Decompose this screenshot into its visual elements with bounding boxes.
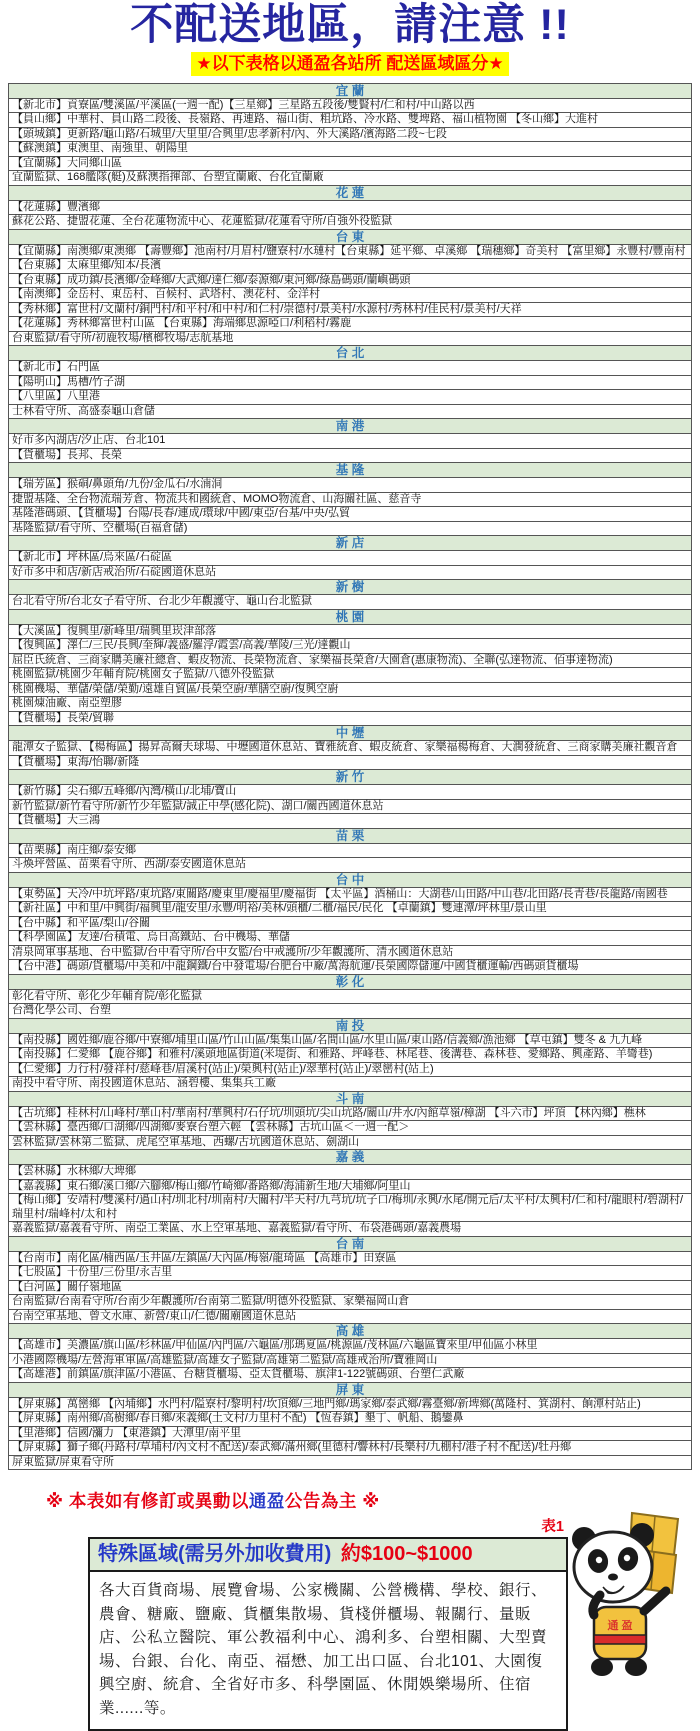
region-row: 好市多中和店/新店戒治所/石碇國道休息站 [9, 565, 692, 580]
region-row: 雲林監獄/雲林第二監獄、虎尾空軍基地、西螺/古坑國道休息站、劍湖山 [9, 1135, 692, 1150]
region-row: 【秀林鄉】富世村/文蘭村/銅門村/和平村/和中村/和仁村/崇德村/景美村/水源村/秀林村/佳民村/景美村/天祥 [9, 302, 692, 317]
region-row: 宜蘭監獄、168艦隊(艇)及蘇澳指揮部、台塑宜蘭廠、台化宜蘭廠 [9, 171, 692, 186]
section-header: 台 南 [9, 1236, 692, 1251]
region-row: 台南空軍基地、曾文水庫、新營/東山/仁德/關廟國道休息站 [9, 1309, 692, 1324]
region-row: 桃園機場、華儲/榮儲/榮勤/遠雄自貿區/長榮空廚/華膳空廚/復興空廚 [9, 682, 692, 697]
region-row: 【宜蘭縣】大同鄉山區 [9, 156, 692, 171]
region-row: 【白河區】關仔嶺地區 [9, 1280, 692, 1295]
section-header: 桃 園 [9, 609, 692, 624]
section-header: 高 雄 [9, 1324, 692, 1339]
region-row: 【南投縣】國姓鄉/鹿谷鄉/中寮鄉/埔里山區/竹山山區/集集山區/名間山區/水里山區/東山路/信義鄉/漁池鄉 【草屯鎮】雙冬 & 九九峰 [9, 1033, 692, 1048]
region-row: 【蘇澳鎮】東澳里、南強里、朝陽里 [9, 142, 692, 157]
region-row: 斗煥坪營區、苗栗看守所、西湖/泰安國道休息站 [9, 858, 692, 873]
table1-label: 表1 [541, 1519, 564, 1536]
region-row: 【復興區】澤仁/三民/長興/奎輝/義盛/羅浮/霞雲/高義/華陵/三光/達觀山 [9, 639, 692, 654]
region-row: 【貨櫃場】長邦、長榮 [9, 448, 692, 463]
region-row: 【東勢區】天冷/中坑坪路/東坑路/東關路/慶東里/慶福里/慶福街 【太平區】酒桶山：大湖巷/山田路/中山巷/北田路/長青巷/長龍路/南國巷 [9, 887, 692, 902]
region-row: 【仁愛鄉】力行村/發祥村/慈峰巷/眉溪村(站止)/榮興村(站止)/翠華村(站止)/翠巒村(站上) [9, 1062, 692, 1077]
region-row: 【花蓮縣】秀林鄉富世村山區 【台東縣】海端鄉思源啞口/利稻村/霧鹿 [9, 317, 692, 332]
region-row: 【員山鄉】中華村、員山路二段後、長嶺路、再連路、福山街、粗坑路、冷水路、雙埤路、福山植物園 【冬山鄉】大進村 [9, 113, 692, 128]
region-row: 捷盟基隆、全台物流瑞芳倉、物流共和國統倉、MOMO物流倉、山海關社區、慈音寺 [9, 492, 692, 507]
section-header: 台 東 [9, 229, 692, 244]
region-row: 清泉岡軍事基地、台中監獄/台中看守所/台中女監/台中戒護所/少年觀護所、清水國道休息站 [9, 945, 692, 960]
region-row: 【屏東縣】萬巒鄉 【內埔鄉】水門村/隘寮村/黎明村/坎頂鄉/三地門鄉/瑪家鄉/泰武鄉/霧臺鄉/新埤鄉(萬隆村、箕湖村、餉潭村站止) [9, 1397, 692, 1412]
region-row: 小港國際機場/左營海軍軍區/高雄監獄/高雄女子監獄/高雄第二監獄/高雄戒治所/寶雅岡山 [9, 1353, 692, 1368]
section-header: 南 投 [9, 1018, 692, 1033]
special-box-body: 各大百貨商場、展覽會場、公家機關、公營機構、學校、銀行、農會、糖廠、鹽廠、貨櫃集散場、貨棧併櫃場、報關行、量販店、公私立醫院、軍公教福利中心、鴻利多、台塑相關、大型賣場、台銀、台化、南亞、福懋、加工出口區、台北101、大園復興空廚、統倉、全省好市多、科學園區、休閒娛樂場所、住宿業......等。 [99, 1582, 548, 1717]
no-delivery-table-body [9, 83, 692, 1470]
region-row: 嘉義監獄/嘉義看守所、南亞工業區、水上空軍基地、嘉義監獄/看守所、布袋港碼頭/嘉義農場 [9, 1222, 692, 1237]
region-row: 桃園煉油廠、南亞塑膠 [9, 697, 692, 712]
region-row: 【高雄港】前鎮區/旗津區/小港區、台糖貨櫃場、亞太貨櫃場、旗津1-122號碼頭、台塑仁武廠 [9, 1368, 692, 1383]
tongying-panda-mascot [560, 1507, 692, 1685]
region-row: 【新北市】石門區 [9, 361, 692, 376]
region-row: 【高雄市】美濃區/旗山區/杉林區/甲仙區/內門區/六龜區/那瑪夏區/桃源區/茂林區/六龜區寶來里/甲仙區小林里 [9, 1339, 692, 1354]
region-row: 新竹監獄/新竹看守所/新竹少年監獄/誠正中學(感化院)、湖口/關西國道休息站 [9, 799, 692, 814]
special-box-header [90, 1539, 566, 1572]
bottom-area [0, 1515, 700, 1731]
region-row: 蘇花公路、捷盟花蓮、全台花蓮物流中心、花蓮監獄/花蓮看守所/自強外役監獄 [9, 215, 692, 230]
region-row: 【屏東縣】南州鄉/高樹鄉/春日鄉/來義鄉(土文村/力里村不配) 【恆春鎮】墾丁、帆船、鵝鑾鼻 [9, 1412, 692, 1427]
region-row: 【古坑鄉】桂林村/山峰村/華山村/華南村/華興村/石仔坑/圳頭坑/尖山坑路/關山/井水/內館草嶺/樟湖 【斗六市】坪頂 【林內鄉】樵林 [9, 1106, 692, 1121]
region-row: 【貨櫃場】長榮/貿聯 [9, 711, 692, 726]
section-header: 嘉 義 [9, 1150, 692, 1165]
subtitle-banner: ★以下表格以通盈各站所 配送區域區分★ [191, 52, 508, 75]
region-row: 【台中縣】和平區/梨山/谷關 [9, 916, 692, 931]
region-row: 【嘉義縣】東石鄉/溪口鄉/六腳鄉/梅山鄉/竹崎鄉/番路鄉/海浦新生地/大埔鄉/阿里山 [9, 1179, 692, 1194]
region-row: 士林看守所、高盛泰龜山倉儲 [9, 404, 692, 419]
region-row: 【雲林縣】水林鄉/大埤鄉 [9, 1165, 692, 1180]
section-header: 苗 栗 [9, 828, 692, 843]
footer-note-prefix: ※ 本表如有修訂或異動以 [46, 1491, 249, 1512]
region-row: 桃園監獄/桃園少年輔育院/桃園女子監獄/八德外役監獄 [9, 668, 692, 683]
region-row: 【屏東縣】獅子鄉(丹路村/草埔村/內文村不配送)/泰武鄉/滿州鄉(里德村/響林村/長樂村/九棚村/港子村不配送)/牡丹鄉 [9, 1441, 692, 1456]
region-row: 屈臣氏統倉、三商家購美廉社總倉、蝦皮物流、長榮物流倉、家樂福長榮倉/大園倉(惠康物流)、全聯(弘達物流、佰事達物流) [9, 653, 692, 668]
section-header: 南 港 [9, 419, 692, 434]
section-header: 斗 南 [9, 1091, 692, 1106]
subtitle-banner-wrap [0, 52, 700, 75]
region-row: 好市多內湖店/汐止店、台北101 [9, 434, 692, 449]
section-header: 新 樹 [9, 580, 692, 595]
region-row: 【梅山鄉】安靖村/雙溪村/過山村/圳北村/圳南村/大關村/半天村/九芎坑/坑子口/梅圳/永興/水尾/開元后/太平村/太興村/仁和村/龍眼村/碧湖村/瑞里村/瑞峰村/太和村 [9, 1194, 692, 1222]
region-row: 【陽明山】馬槽/竹子湖 [9, 375, 692, 390]
special-box-price: 約$100~$1000 [340, 1543, 473, 1566]
region-row: 屏東監獄/屏東看守所 [9, 1455, 692, 1470]
section-header: 花 蓮 [9, 185, 692, 200]
section-header: 新 店 [9, 536, 692, 551]
region-row: 【台東縣】太麻里鄉/知本/長濱 [9, 259, 692, 274]
region-row: 基隆監獄/看守所、空櫃場(百福倉儲) [9, 521, 692, 536]
region-row: 台北看守所/台北女子看守所、台北少年觀護守、龜山台北監獄 [9, 595, 692, 610]
special-area-box [88, 1537, 568, 1731]
mascot-brand-text: 通 盈 [607, 1620, 633, 1633]
section-header: 新 竹 [9, 770, 692, 785]
section-header: 宜 蘭 [9, 83, 692, 98]
footer-note-brand: 通盈 [248, 1491, 285, 1512]
region-row: 彰化看守所、彰化少年輔育院/彰化監獄 [9, 989, 692, 1004]
region-row: 【花蓮縣】豐濱鄉 [9, 200, 692, 215]
region-row: 龍潭女子監獄、【楊梅區】揚昇高爾夫球場、中壢國道休息站、寶雅統倉、蝦皮統倉、家樂福楊梅倉、大潤發統倉、三商家購美廉社觀音倉 [9, 741, 692, 756]
region-row: 【新竹縣】尖石鄉/五峰鄉/內灣/橫山/北埔/寶山 [9, 785, 692, 800]
region-row: 【里港鄉】信國/瀰力 【東港鎮】大潭里/南平里 [9, 1426, 692, 1441]
region-row: 【新北市】坪林區/烏來區/石碇區 [9, 551, 692, 566]
region-row: 【貨櫃場】東海/怡聯/新隆 [9, 755, 692, 770]
region-row: 南投中看守所、南投國道休息站、涵碧樓、集集兵工廠 [9, 1077, 692, 1092]
special-box-title: 特殊區域(需另外加收費用) [98, 1543, 332, 1566]
region-row: 【新社區】中和里/中興街/福興里/龍安里/永豐/明裕/美林/頭櫃/二櫃/福民/民化 【卓蘭鎮】雙連潭/坪林里/景山里 [9, 902, 692, 917]
region-row: 【南投縣】仁愛鄉 【鹿谷鄉】和雅村/溪頭地區街道(米堤街、和雅路、坪峰巷、林尾巷、後溝巷、森林巷、愛鄉路、興產路、羊彎巷) [9, 1048, 692, 1063]
region-row: 【貨櫃場】大三鴻 [9, 814, 692, 829]
footer-note-suffix: 公告為主 ※ [284, 1491, 380, 1512]
panda-head [572, 1523, 654, 1615]
section-header: 基 隆 [9, 463, 692, 478]
region-row: 【台中港】碼頭/貨櫃場/中美和/中龍鋼鐵/台中發電場/台肥台中廠/萬海航運/長榮國際儲運/中國貨櫃運輸/西碼頭貨櫃場 [9, 960, 692, 975]
section-header: 台 中 [9, 872, 692, 887]
section-header: 台 北 [9, 346, 692, 361]
section-header: 中 壢 [9, 726, 692, 741]
region-row: 台灣化學公司、台塑 [9, 1004, 692, 1019]
region-row: 【宜蘭縣】南澳鄉/東澳鄉 【壽豐鄉】池南村/月眉村/鹽寮村/水璉村【台東縣】延平鄉、卓溪鄉 【瑞穗鄉】奇美村 【富里鄉】永豐村/豐南村 [9, 244, 692, 259]
region-row: 【苗栗縣】南庄鄉/泰安鄉 [9, 843, 692, 858]
section-header: 屏 東 [9, 1382, 692, 1397]
region-row: 【南澳鄉】金岳村、東岳村、百候村、武塔村、澳花村、金洋村 [9, 288, 692, 303]
region-row: 【雲林縣】臺西鄉/口湖鄉/四湖鄉/麥寮台塑六輕 【雲林縣】古坑山區＜一週一配＞ [9, 1121, 692, 1136]
region-row: 基隆港碼頭、【貨櫃場】台陽/長春/連成/環球/中國/東亞/台基/中央/弘貿 [9, 507, 692, 522]
section-header: 彰 化 [9, 974, 692, 989]
no-delivery-table [8, 83, 692, 1471]
region-row: 台東監獄/看守所/初鹿牧場/檳榔牧場/志航基地 [9, 331, 692, 346]
region-row: 【台東縣】成功鎮/長濱鄉/金峰鄉/大武鄉/達仁鄉/泰源鄉/東河鄉/綠島碼頭/蘭嶼碼頭 [9, 273, 692, 288]
region-row: 【新北市】貢寮區/雙溪區/平溪區(一週一配)【三星鄉】三星路五段後/雙賢村/仁和村/中山路以西 [9, 98, 692, 113]
region-row: 【瑞芳區】猴硐/鼻頭角/九份/金瓜石/水湳洞 [9, 478, 692, 493]
region-row: 【大溪區】復興里/新峰里/瑞興里崁津部落 [9, 624, 692, 639]
region-row: 【頭城鎮】更新路/龜山路/石城里/大里里/合興里/忠孝新村/內、外大溪路/濱海路二段~七段 [9, 127, 692, 142]
region-row: 【台南市】南化區/楠西區/玉井區/左鎮區/大內區/梅嶺/龍琦區 【高雄市】田寮區 [9, 1251, 692, 1266]
panda-body [591, 1591, 666, 1676]
region-row: 【科學園區】友達/台積電、烏日高鐵站、台中機場、華儲 [9, 931, 692, 946]
region-row: 台南監獄/台南看守所/台南少年觀護所/台南第二監獄/明德外役監獄、家樂福岡山倉 [9, 1295, 692, 1310]
region-row: 【七股區】十份里/三份里/永吉里 [9, 1266, 692, 1281]
page-title: 不配送地區，請注意 !! [130, 1, 570, 49]
region-row: 【八里區】八里港 [9, 390, 692, 405]
